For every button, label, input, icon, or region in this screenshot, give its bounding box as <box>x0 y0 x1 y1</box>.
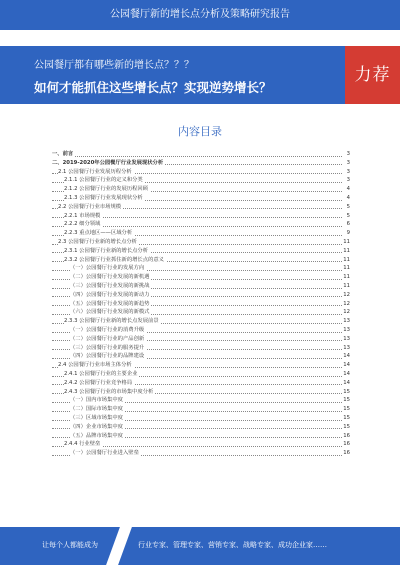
toc-page-number: 13 <box>343 335 350 342</box>
toc-page-number: 14 <box>343 379 350 386</box>
toc-page-number: 9 <box>346 230 350 237</box>
toc-entry[interactable] <box>52 159 350 168</box>
toc-entry[interactable] <box>52 370 350 379</box>
banner-question-2: 如何才能抓住这些增长点？实现逆势增长？ <box>34 80 272 95</box>
table-of-contents <box>52 150 350 458</box>
toc-page-number: 11 <box>343 265 350 272</box>
toc-entry[interactable] <box>52 238 350 247</box>
toc-entry-text: 2.1.3 公园餐厅行业发展现状分析 <box>64 194 143 201</box>
toc-entry[interactable] <box>52 300 350 309</box>
toc-page-number: 15 <box>343 423 350 430</box>
toc-entry-text: 2.3.1 公园餐厅行业新的增长点分析 <box>64 247 149 254</box>
toc-page-number: 14 <box>343 362 350 369</box>
footer-divider <box>106 527 132 565</box>
toc-page-number: 16 <box>343 432 350 439</box>
footer-banner <box>0 527 400 565</box>
toc-entry[interactable] <box>52 229 350 238</box>
recommend-badge: 力荐 <box>345 46 400 104</box>
toc-entry-text: （二）国际市场集中度 <box>70 406 123 413</box>
toc-entry[interactable] <box>52 194 350 203</box>
toc-entry-text: （四）公园餐厅行业发展的新动力 <box>70 291 150 298</box>
toc-page-number: 3 <box>346 177 350 184</box>
toc-entry-text: 2.4.3 公园餐厅行业的市场集中度分析 <box>64 388 154 395</box>
toc-entry[interactable] <box>52 379 350 388</box>
toc-page-number: 11 <box>343 247 350 254</box>
toc-entry-text: （三）区域市场集中度 <box>70 414 123 421</box>
toc-page-number: 3 <box>346 168 350 175</box>
toc-page-number: 16 <box>343 450 350 457</box>
toc-page-number: 15 <box>343 397 350 404</box>
toc-entry-text: （三）公园餐厅行业发展的新挑战 <box>70 282 150 289</box>
toc-entry-text: （五）品牌市场集中度 <box>70 432 123 439</box>
toc-entry[interactable] <box>52 185 350 194</box>
toc-page-number: 16 <box>343 441 350 448</box>
toc-entry-text: 2.3 公园餐厅行业新的增长点分析 <box>58 238 137 245</box>
toc-entry-text: （一）公园餐厅行业的发展方向 <box>70 265 145 272</box>
toc-entry-text: （一）国内市场集中度 <box>70 397 123 404</box>
toc-page-number: 11 <box>343 256 350 263</box>
toc-entry-text: （三）公园餐厅行业的服务提升 <box>70 344 145 351</box>
toc-entry[interactable] <box>52 414 350 423</box>
toc-entry-text: （四）企业市场集中度 <box>70 423 123 430</box>
toc-page-number: 13 <box>343 318 350 325</box>
toc-entry-text: （二）公园餐厅行业发展的新机遇 <box>70 274 150 281</box>
toc-page-number: 11 <box>343 274 350 281</box>
toc-entry-text: 2.4.4 行业壁垒 <box>64 441 101 448</box>
toc-entry[interactable] <box>52 256 350 265</box>
toc-entry-text: 2.4.2 公园餐厅行业竞争格局 <box>64 379 133 386</box>
toc-entry-text: 2.4 公园餐厅行业市场主体分析 <box>58 362 132 369</box>
report-title: 公园餐厅新的增长点分析及策略研究报告 <box>110 9 290 20</box>
toc-page-number: 15 <box>343 414 350 421</box>
toc-page-number: 15 <box>343 388 350 395</box>
toc-entry-text: 2.2.3 重点地区——区域分析 <box>64 230 133 237</box>
report-header <box>0 0 400 30</box>
toc-entry[interactable] <box>52 264 350 273</box>
toc-entry[interactable] <box>52 405 350 414</box>
toc-page-number: 12 <box>343 309 350 316</box>
toc-entry-text: 2.2.2 细分领域 <box>64 221 101 228</box>
toc-page-number: 11 <box>343 238 350 245</box>
toc-page-number: 12 <box>343 291 350 298</box>
toc-entry[interactable] <box>52 396 350 405</box>
toc-entry[interactable] <box>52 176 350 185</box>
toc-page-number: 15 <box>343 406 350 413</box>
toc-entry[interactable] <box>52 344 350 353</box>
toc-entry-text: （四）公园餐厅行业的品牌建设 <box>70 353 145 360</box>
toc-entry[interactable] <box>52 203 350 212</box>
toc-entry[interactable] <box>52 326 350 335</box>
toc-entry-text: 2.1.1 公园餐厅行业的定义和分类 <box>64 177 143 184</box>
toc-entry[interactable] <box>52 212 350 221</box>
toc-page-number: 5 <box>346 203 350 210</box>
toc-entry-text: 2.4.1 公园餐厅行业的主要企业 <box>64 370 138 377</box>
toc-page-number: 14 <box>343 370 350 377</box>
toc-page-number: 3 <box>346 151 350 157</box>
toc-entry[interactable] <box>52 440 350 449</box>
toc-entry-text: （五）公园餐厅行业发展的新趋势 <box>70 300 150 307</box>
toc-page-number: 12 <box>343 300 350 307</box>
toc-entry[interactable] <box>52 317 350 326</box>
toc-entry[interactable] <box>52 361 350 370</box>
toc-entry-text: （二）公园餐厅行业的产品创新 <box>70 335 145 342</box>
footer-slogan: 让每个人都能成为 <box>42 541 98 549</box>
toc-entry-text: （一）公园餐厅行业的消费升级 <box>70 326 145 333</box>
banner-question-1: 公园餐厅都有哪些新的增长点？？？ <box>34 60 194 71</box>
toc-entry[interactable] <box>52 168 350 177</box>
toc-entry[interactable] <box>52 273 350 282</box>
toc-page-number: 13 <box>343 326 350 333</box>
toc-entry[interactable] <box>52 282 350 291</box>
toc-entry-text: 2.2 公园餐厅行业市场规模 <box>58 203 122 210</box>
toc-page-number: 4 <box>346 194 350 201</box>
toc-entry[interactable] <box>52 150 350 159</box>
toc-page-number: 4 <box>346 186 350 193</box>
toc-entry[interactable] <box>52 388 350 397</box>
toc-page-number: 3 <box>346 159 350 166</box>
toc-entry[interactable] <box>52 449 350 458</box>
toc-entry-text: （一）公园餐厅行业进入壁垒 <box>70 450 139 457</box>
toc-leader-dots <box>52 156 342 157</box>
toc-entry[interactable] <box>52 291 350 300</box>
toc-entry[interactable] <box>52 432 350 441</box>
toc-entry-text: 2.1 公园餐厅行业发展历程分析 <box>58 168 132 175</box>
toc-entry[interactable] <box>52 220 350 229</box>
toc-entry[interactable] <box>52 308 350 317</box>
toc-entry[interactable] <box>52 423 350 432</box>
toc-entry-text: 2.2.1 市场规模 <box>64 212 101 219</box>
toc-entry[interactable] <box>52 335 350 344</box>
toc-page-number: 6 <box>346 221 350 228</box>
toc-entry-text: 一、前言 <box>52 151 74 157</box>
toc-page-number: 13 <box>343 344 350 351</box>
toc-entry-text: （六）公园餐厅行业发展的新模式 <box>70 309 150 316</box>
toc-page-number: 14 <box>343 353 350 360</box>
footer-roles: 行业专家、管理专家、营销专家、战略专家、成功企业家…… <box>138 541 327 549</box>
toc-entry-text: 二、2019-2020年公园餐厅行业发展现状分析 <box>52 159 164 166</box>
toc-entry-text: 2.1.2 公园餐厅行业的发展历程回顾 <box>64 186 149 193</box>
question-banner <box>0 46 345 104</box>
toc-entry[interactable] <box>52 247 350 256</box>
toc-entry-text: 2.3.2 公园餐厅行业抓住新的增长点的意义 <box>64 256 164 263</box>
toc-entry[interactable] <box>52 352 350 361</box>
toc-page-number: 5 <box>346 212 350 219</box>
toc-page-number: 11 <box>343 282 350 289</box>
toc-title: 内容目录 <box>178 125 222 138</box>
toc-entry-text: 2.3.3 公园餐厅行业新的增长点发展前景 <box>64 318 159 325</box>
